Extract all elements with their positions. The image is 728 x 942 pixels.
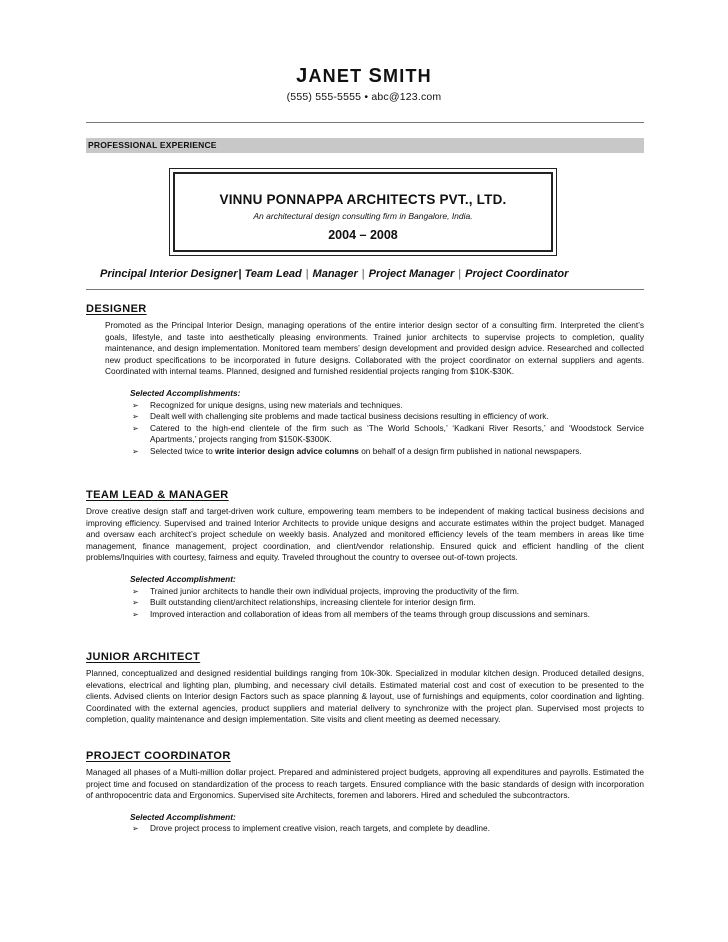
job-titles-line (86, 268, 644, 290)
list-item: ➢ Selected twice to write interior design advice columns on behalf of a design firm published in national newspapers. (132, 445, 582, 456)
arrow-bullet-icon: ➢ (132, 586, 139, 596)
firm-description: An architectural design consulting firm in Bangalore, India. (253, 211, 473, 221)
title-separator: | (238, 268, 242, 280)
list-item: ➢ Built outstanding client/architect relationships, increasing clientele for interior design firm. (132, 597, 476, 608)
list-item: ➢ Drove project process to implement creative vision, reach targets, and complete by deadline. (132, 823, 490, 834)
section-junior-architect (86, 651, 644, 726)
section-heading-junior-architect: JUNIOR ARCHITECT (86, 651, 201, 663)
arrow-bullet-icon: ➢ (132, 423, 139, 433)
arrow-bullet-icon: ➢ (132, 598, 139, 608)
team-lead-accomplishments (130, 574, 644, 620)
section-project-coordinator (86, 750, 644, 835)
title-manager: Manager (312, 268, 358, 280)
accomplishments-title: Selected Accomplishment: (130, 811, 236, 822)
section-heading-project-coordinator: PROJECT COORDINATOR (86, 750, 231, 762)
section-heading-designer: DESIGNER (86, 303, 147, 315)
team-lead-description: Drove creative design staff and target-driven work culture, empowering team members to be independent of making tactical business decisions and improving efficiency. Supervised and trained Interior Architects to provide unique designs and accurate estimates within the project budget. Managed and oversaw each architect’s project schedule on weekly basis. Analyzed and monitored efficiency levels of the team members in areas like time management, finance management, project coordination, and client/vendor relationship. Ensured quick and efficient handling of the client problems/Inquiries with courtesy, fairness and equity. Traveled throughout the country to oversee out-of-town projects. (86, 506, 644, 563)
title-separator: | (458, 268, 462, 280)
firm-box-inner (173, 172, 553, 252)
list-item: ➢ Dealt well with challenging site problems and made tactical business decisions resulting in efficiency of work. (132, 411, 549, 422)
accomplishments-title: Selected Accomplishments: (130, 387, 241, 398)
accomplishments-title: Selected Accomplishment: (130, 573, 236, 584)
designer-description: Promoted as the Principal Interior Design, managing operations of the entire interior design sector of a consulting firm. Interpreted the client’s goals, lifestyle, and taste into aesthetically pleasing environments. Trained junior architects to supervise projects to completion, quality maintenance, and design implementation. Monitored team members’ design development and provided design advice. Researched and collected new product specifications to be incorporated in future designs. Collaborated with the project coordinator on external suppliers and agents. Coordinated with internal teams. Planned, designed and furnished residential projects ranging from $10K-$30K. (105, 320, 644, 377)
junior-architect-description: Planned, conceptualized and designed residential buildings ranging from 10k-30k. Specialized in modular kitchen design. Produced detailed designs, elevations, electrical and lighting plan, plumbing, and necessary civil details. Estimated material cost and cost of execution to be presented to the clients. Advised clients on Interior design Factors such as space planning & layout, use of furnishings and equipments, color coordination and lighting. Coordinated with the external agencies, product suppliers and material delivery to synchronize with the project plan. Supervised most projects to completion, quality maintenance and design implementation. Site visits and client meeting as deemed necessary. (86, 668, 644, 725)
project-coordinator-description: Managed all phases of a Multi-million dollar project. Prepared and administered project budgets, approving all expenditures and payrolls. Estimated the project time and focused on standardization of the process to reach targets. Ensured compliance with the basic standards of design with incorporation of anthropocentric data and Ergonomics. Supervised site Architects, foremen and laborers. Hired and scheduled the subcontractors. (86, 767, 644, 801)
arrow-bullet-icon: ➢ (132, 446, 139, 456)
arrow-bullet-icon: ➢ (132, 412, 139, 422)
section-designer (86, 303, 644, 458)
arrow-bullet-icon: ➢ (132, 400, 139, 410)
firm-years: 2004 – 2008 (328, 228, 398, 242)
section-band-professional-experience: PROFESSIONAL EXPERIENCE (86, 138, 644, 153)
title-project-coordinator: Project Coordinator (465, 268, 569, 280)
list-item: ➢ Catered to the high-end clientele of the firm such as ‘The World Schools,’ ‘Kadkani River Resorts,’ and ‘Woodstock Service Apartments,’ projects ranging from $150K-$300K. (132, 422, 644, 445)
contact-info: (555) 555-5555 • abc@123.com (286, 91, 442, 103)
resume-header (0, 66, 728, 103)
section-team-lead-manager (86, 489, 644, 620)
title-separator: | (305, 268, 309, 280)
candidate-name: JANET SMITH (296, 65, 432, 87)
list-item: ➢ Improved interaction and collaboration of ideas from all members of the teams through group discussions and seminars. (132, 608, 590, 619)
list-item: ➢ Trained junior architects to handle their own individual projects, improving the productivity of the firm. (132, 585, 520, 596)
firm-box (169, 168, 557, 256)
section-heading-team-lead: TEAM LEAD & MANAGER (86, 489, 229, 501)
arrow-bullet-icon: ➢ (132, 609, 139, 619)
arrow-bullet-icon: ➢ (132, 824, 139, 834)
header-divider (86, 122, 644, 123)
project-coordinator-accomplishments (130, 812, 644, 835)
list-item: ➢ Recognized for unique designs, using new materials and techniques. (132, 399, 403, 410)
title-team-lead: Team Lead (244, 268, 302, 280)
designer-accomplishments (130, 388, 644, 458)
title-project-manager: Project Manager (368, 268, 455, 280)
firm-name: VINNU PONNAPPA ARCHITECTS PVT., LTD. (219, 192, 507, 207)
title-principal-interior-designer: Principal Interior Designer (100, 268, 238, 280)
title-separator: | (361, 268, 365, 280)
